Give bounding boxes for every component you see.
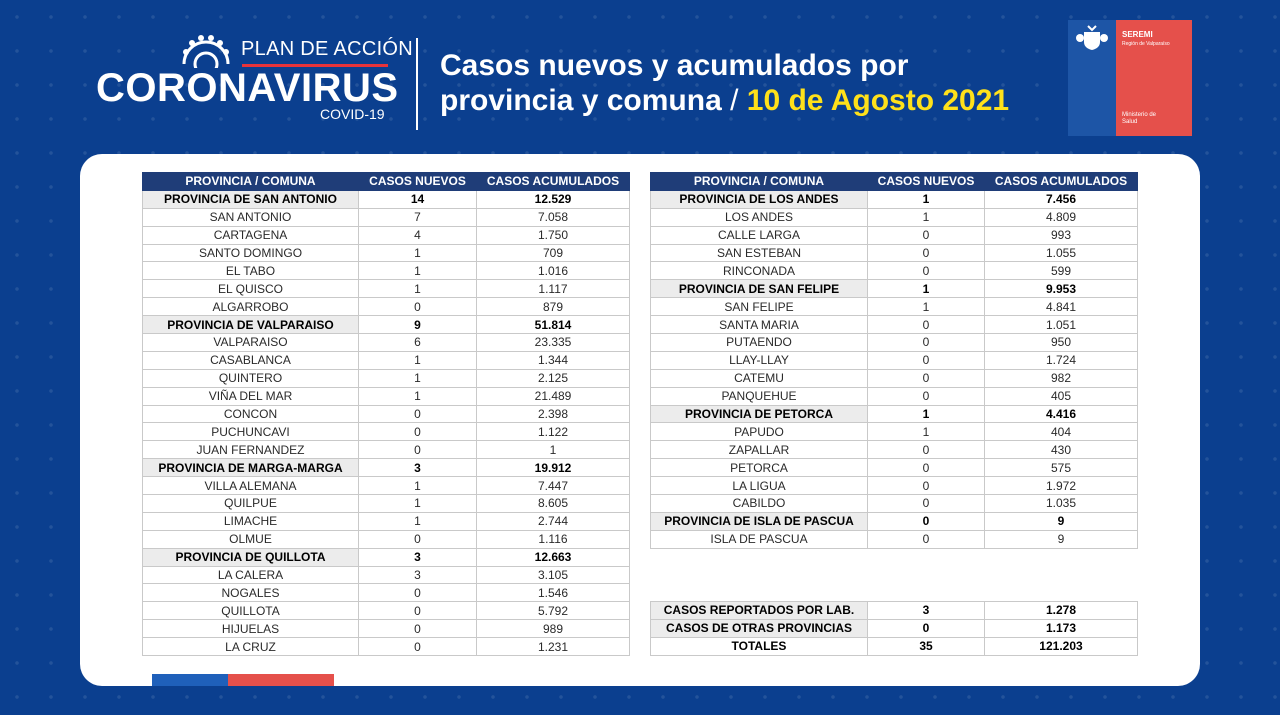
total-cases-cell: 709	[477, 244, 630, 262]
total-cases-cell: 1.344	[477, 351, 630, 369]
new-cases-cell: 0	[359, 530, 477, 548]
new-cases-cell: 6	[359, 334, 477, 352]
province-row	[143, 459, 630, 477]
new-cases-cell: 1	[868, 298, 985, 316]
new-cases-cell: 14	[359, 190, 477, 208]
place-cell: HIJUELAS	[143, 620, 359, 638]
total-cases-cell: 430	[985, 441, 1138, 459]
province-row	[143, 548, 630, 566]
new-cases-cell: 1	[868, 423, 985, 441]
total-cases-cell: 1.116	[477, 530, 630, 548]
commune-row	[651, 530, 1138, 548]
place-cell: LA CALERA	[143, 566, 359, 584]
title-subject: provincia y comuna	[440, 84, 722, 117]
new-cases-cell: 0	[868, 226, 985, 244]
new-cases-cell: 1	[868, 405, 985, 423]
place-cell: CARTAGENA	[143, 226, 359, 244]
commune-row	[143, 369, 630, 387]
new-cases-cell: 3	[359, 459, 477, 477]
total-cases-cell: 879	[477, 298, 630, 316]
total-cases-cell: 989	[477, 620, 630, 638]
province-row	[143, 190, 630, 208]
commune-row	[651, 334, 1138, 352]
total-cases-cell: 982	[985, 369, 1138, 387]
total-cases-cell: 404	[985, 423, 1138, 441]
total-cases-cell: 121.203	[985, 637, 1138, 655]
new-cases-cell: 0	[868, 477, 985, 495]
place-cell: JUAN FERNANDEZ	[143, 441, 359, 459]
total-cases-cell: 12.663	[477, 548, 630, 566]
place-cell: PROVINCIA DE SAN FELIPE	[651, 280, 868, 298]
total-cases-cell: 575	[985, 459, 1138, 477]
place-cell: LA LIGUA	[651, 477, 868, 495]
total-cases-cell: 4.809	[985, 208, 1138, 226]
new-cases-cell: 0	[868, 369, 985, 387]
place-cell: LOS ANDES	[651, 208, 868, 226]
commune-row	[143, 334, 630, 352]
place-cell: PROVINCIA DE QUILLOTA	[143, 548, 359, 566]
province-row	[651, 619, 1138, 637]
new-cases-cell: 0	[359, 584, 477, 602]
seremi-region: Región de Valparaíso	[1122, 41, 1170, 47]
header-total-cases: CASOS ACUMULADOS	[477, 173, 630, 191]
new-cases-cell: 3	[359, 566, 477, 584]
title-line-1: Casos nuevos y acumulados por	[440, 49, 909, 82]
total-cases-cell: 9	[985, 512, 1138, 530]
header-place: PROVINCIA / COMUNA	[143, 173, 359, 191]
total-cases-cell: 4.416	[985, 405, 1138, 423]
new-cases-cell: 1	[359, 351, 477, 369]
place-cell: PROVINCIA DE SAN ANTONIO	[143, 190, 359, 208]
new-cases-cell: 3	[868, 602, 985, 620]
right-cases-table	[650, 172, 1138, 549]
place-cell: CALLE LARGA	[651, 226, 868, 244]
new-cases-cell: 0	[868, 441, 985, 459]
new-cases-cell: 0	[868, 244, 985, 262]
place-cell: CATEMU	[651, 369, 868, 387]
commune-row	[651, 316, 1138, 334]
total-cases-cell: 8.605	[477, 495, 630, 513]
place-cell: TOTALES	[651, 637, 868, 655]
place-cell: VIÑA DEL MAR	[143, 387, 359, 405]
header-divider	[416, 38, 418, 130]
commune-row	[143, 638, 630, 656]
place-cell: CASABLANCA	[143, 351, 359, 369]
commune-row	[651, 459, 1138, 477]
new-cases-cell: 0	[359, 638, 477, 656]
place-cell: PROVINCIA DE LOS ANDES	[651, 190, 868, 208]
province-row	[143, 316, 630, 334]
report-date: 10 de Agosto 2021	[746, 84, 1010, 117]
place-cell: NOGALES	[143, 584, 359, 602]
footer-bar-blue	[152, 674, 228, 686]
place-cell: CASOS REPORTADOS POR LAB.	[651, 602, 868, 620]
place-cell: QUILPUE	[143, 495, 359, 513]
place-cell: PANQUEHUE	[651, 387, 868, 405]
new-cases-cell: 1	[359, 280, 477, 298]
new-cases-cell: 0	[359, 298, 477, 316]
new-cases-cell: 1	[359, 387, 477, 405]
new-cases-cell: 1	[359, 512, 477, 530]
place-cell: PAPUDO	[651, 423, 868, 441]
total-cases-cell: 3.105	[477, 566, 630, 584]
total-cases-cell: 1	[477, 441, 630, 459]
header-new-cases: CASOS NUEVOS	[359, 173, 477, 191]
total-cases-cell: 1.972	[985, 477, 1138, 495]
new-cases-cell: 0	[868, 619, 985, 637]
total-cases-cell: 1.173	[985, 619, 1138, 637]
left-cases-table	[142, 172, 630, 656]
place-cell: SAN FELIPE	[651, 298, 868, 316]
place-cell: ISLA DE PASCUA	[651, 530, 868, 548]
total-cases-cell: 1.750	[477, 226, 630, 244]
place-cell: QUINTERO	[143, 369, 359, 387]
total-cases-cell: 7.456	[985, 190, 1138, 208]
place-cell: CABILDO	[651, 495, 868, 513]
new-cases-cell: 1	[868, 190, 985, 208]
province-row	[651, 280, 1138, 298]
total-cases-cell: 7.058	[477, 208, 630, 226]
new-cases-cell: 0	[868, 495, 985, 513]
commune-row	[651, 226, 1138, 244]
place-cell: OLMUE	[143, 530, 359, 548]
new-cases-cell: 1	[868, 280, 985, 298]
coat-of-arms-icon	[1072, 24, 1112, 54]
place-cell: PUTAENDO	[651, 334, 868, 352]
commune-row	[651, 262, 1138, 280]
new-cases-cell: 1	[359, 244, 477, 262]
total-cases-cell: 2.398	[477, 405, 630, 423]
province-row	[651, 405, 1138, 423]
place-cell: ALGARROBO	[143, 298, 359, 316]
new-cases-cell: 4	[359, 226, 477, 244]
total-cases-cell: 405	[985, 387, 1138, 405]
commune-row	[143, 566, 630, 584]
coronavirus-text: CORONAVIRUS	[96, 66, 399, 110]
header-new-cases: CASOS NUEVOS	[868, 173, 985, 191]
new-cases-cell: 0	[359, 441, 477, 459]
total-cases-cell: 2.125	[477, 369, 630, 387]
ministry-line-2: Salud	[1122, 119, 1138, 125]
new-cases-cell: 0	[868, 351, 985, 369]
total-cases-cell: 950	[985, 334, 1138, 352]
plan-de-accion-text: PLAN DE ACCIÓN	[241, 38, 414, 60]
place-cell: QUILLOTA	[143, 602, 359, 620]
commune-row	[651, 351, 1138, 369]
total-cases-cell: 21.489	[477, 387, 630, 405]
new-cases-cell: 0	[868, 387, 985, 405]
new-cases-cell: 0	[359, 620, 477, 638]
total-cases-cell: 1.546	[477, 584, 630, 602]
footer-color-bars	[152, 674, 334, 686]
covid-19-text: COVID-19	[320, 106, 385, 122]
new-cases-cell: 0	[868, 530, 985, 548]
commune-row	[651, 477, 1138, 495]
commune-row	[651, 423, 1138, 441]
new-cases-cell: 7	[359, 208, 477, 226]
commune-row	[143, 208, 630, 226]
new-cases-cell: 0	[868, 262, 985, 280]
header-place: PROVINCIA / COMUNA	[651, 173, 868, 191]
seremi-name: SEREMI	[1122, 30, 1153, 39]
commune-row	[143, 298, 630, 316]
commune-row	[143, 602, 630, 620]
new-cases-cell: 1	[359, 495, 477, 513]
commune-row	[651, 298, 1138, 316]
place-cell: SANTO DOMINGO	[143, 244, 359, 262]
commune-row	[143, 280, 630, 298]
total-cases-cell: 1.035	[985, 495, 1138, 513]
total-cases-cell: 9	[985, 530, 1138, 548]
commune-row	[143, 584, 630, 602]
place-cell: VALPARAISO	[143, 334, 359, 352]
commune-row	[143, 423, 630, 441]
place-cell: ZAPALLAR	[651, 441, 868, 459]
place-cell: LA CRUZ	[143, 638, 359, 656]
seremi-blue-panel	[1068, 20, 1116, 136]
new-cases-cell: 0	[359, 423, 477, 441]
virus-icon	[178, 34, 234, 68]
total-cases-cell: 2.744	[477, 512, 630, 530]
place-cell: RINCONADA	[651, 262, 868, 280]
title-separator: /	[721, 84, 747, 117]
total-cases-cell: 993	[985, 226, 1138, 244]
seremi-red-panel	[1116, 20, 1192, 136]
total-cases-cell: 1.231	[477, 638, 630, 656]
commune-row	[651, 208, 1138, 226]
commune-row	[651, 387, 1138, 405]
commune-row	[143, 530, 630, 548]
total-cases-cell: 599	[985, 262, 1138, 280]
totals-row	[651, 637, 1138, 655]
commune-row	[651, 244, 1138, 262]
commune-row	[143, 620, 630, 638]
total-cases-cell: 1.055	[985, 244, 1138, 262]
plan-de-accion-logo	[96, 30, 414, 130]
place-cell: CONCON	[143, 405, 359, 423]
place-cell: LLAY-LLAY	[651, 351, 868, 369]
new-cases-cell: 35	[868, 637, 985, 655]
place-cell: PUCHUNCAVI	[143, 423, 359, 441]
commune-row	[143, 477, 630, 495]
header-total-cases: CASOS ACUMULADOS	[985, 173, 1138, 191]
new-cases-cell: 1	[359, 262, 477, 280]
commune-row	[143, 262, 630, 280]
new-cases-cell: 0	[868, 512, 985, 530]
new-cases-cell: 1	[359, 369, 477, 387]
summary-table-body	[651, 602, 1138, 656]
total-cases-cell: 1.051	[985, 316, 1138, 334]
page-title	[440, 48, 1009, 118]
right-table-body	[651, 190, 1138, 548]
total-cases-cell: 1.016	[477, 262, 630, 280]
place-cell: PROVINCIA DE ISLA DE PASCUA	[651, 512, 868, 530]
place-cell: EL TABO	[143, 262, 359, 280]
summary-table	[650, 601, 1138, 656]
place-cell: SANTA MARIA	[651, 316, 868, 334]
ministry-name	[1122, 112, 1156, 126]
commune-row	[143, 512, 630, 530]
new-cases-cell: 1	[359, 477, 477, 495]
place-cell: VILLA ALEMANA	[143, 477, 359, 495]
commune-row	[143, 441, 630, 459]
commune-row	[651, 369, 1138, 387]
table-header-row	[143, 173, 630, 191]
total-cases-cell: 1.278	[985, 602, 1138, 620]
new-cases-cell: 3	[359, 548, 477, 566]
total-cases-cell: 23.335	[477, 334, 630, 352]
left-table-body	[143, 190, 630, 655]
new-cases-cell: 1	[868, 208, 985, 226]
title-line-2	[440, 83, 1009, 118]
new-cases-cell: 0	[868, 459, 985, 477]
total-cases-cell: 4.841	[985, 298, 1138, 316]
place-cell: PROVINCIA DE MARGA-MARGA	[143, 459, 359, 477]
place-cell: PROVINCIA DE PETORCA	[651, 405, 868, 423]
commune-row	[651, 495, 1138, 513]
new-cases-cell: 0	[868, 334, 985, 352]
total-cases-cell: 5.792	[477, 602, 630, 620]
total-cases-cell: 1.117	[477, 280, 630, 298]
total-cases-cell: 51.814	[477, 316, 630, 334]
new-cases-cell: 0	[359, 602, 477, 620]
place-cell: EL QUISCO	[143, 280, 359, 298]
ministry-line-1: Ministerio de	[1122, 112, 1157, 118]
total-cases-cell: 9.953	[985, 280, 1138, 298]
total-cases-cell: 19.912	[477, 459, 630, 477]
commune-row	[143, 495, 630, 513]
commune-row	[143, 351, 630, 369]
new-cases-cell: 0	[868, 316, 985, 334]
province-row	[651, 512, 1138, 530]
total-cases-cell: 1.724	[985, 351, 1138, 369]
seremi-logo	[1068, 20, 1192, 136]
total-cases-cell: 7.447	[477, 477, 630, 495]
commune-row	[143, 226, 630, 244]
commune-row	[143, 244, 630, 262]
new-cases-cell: 9	[359, 316, 477, 334]
commune-row	[651, 441, 1138, 459]
place-cell: SAN ESTEBAN	[651, 244, 868, 262]
new-cases-cell: 0	[359, 405, 477, 423]
table-header-row	[651, 173, 1138, 191]
place-cell: CASOS DE OTRAS PROVINCIAS	[651, 619, 868, 637]
place-cell: PETORCA	[651, 459, 868, 477]
total-cases-cell: 1.122	[477, 423, 630, 441]
footer-bar-red	[228, 674, 334, 686]
place-cell: LIMACHE	[143, 512, 359, 530]
commune-row	[143, 387, 630, 405]
place-cell: SAN ANTONIO	[143, 208, 359, 226]
province-row	[651, 190, 1138, 208]
total-cases-cell: 12.529	[477, 190, 630, 208]
place-cell: PROVINCIA DE VALPARAISO	[143, 316, 359, 334]
commune-row	[143, 405, 630, 423]
province-row	[651, 602, 1138, 620]
